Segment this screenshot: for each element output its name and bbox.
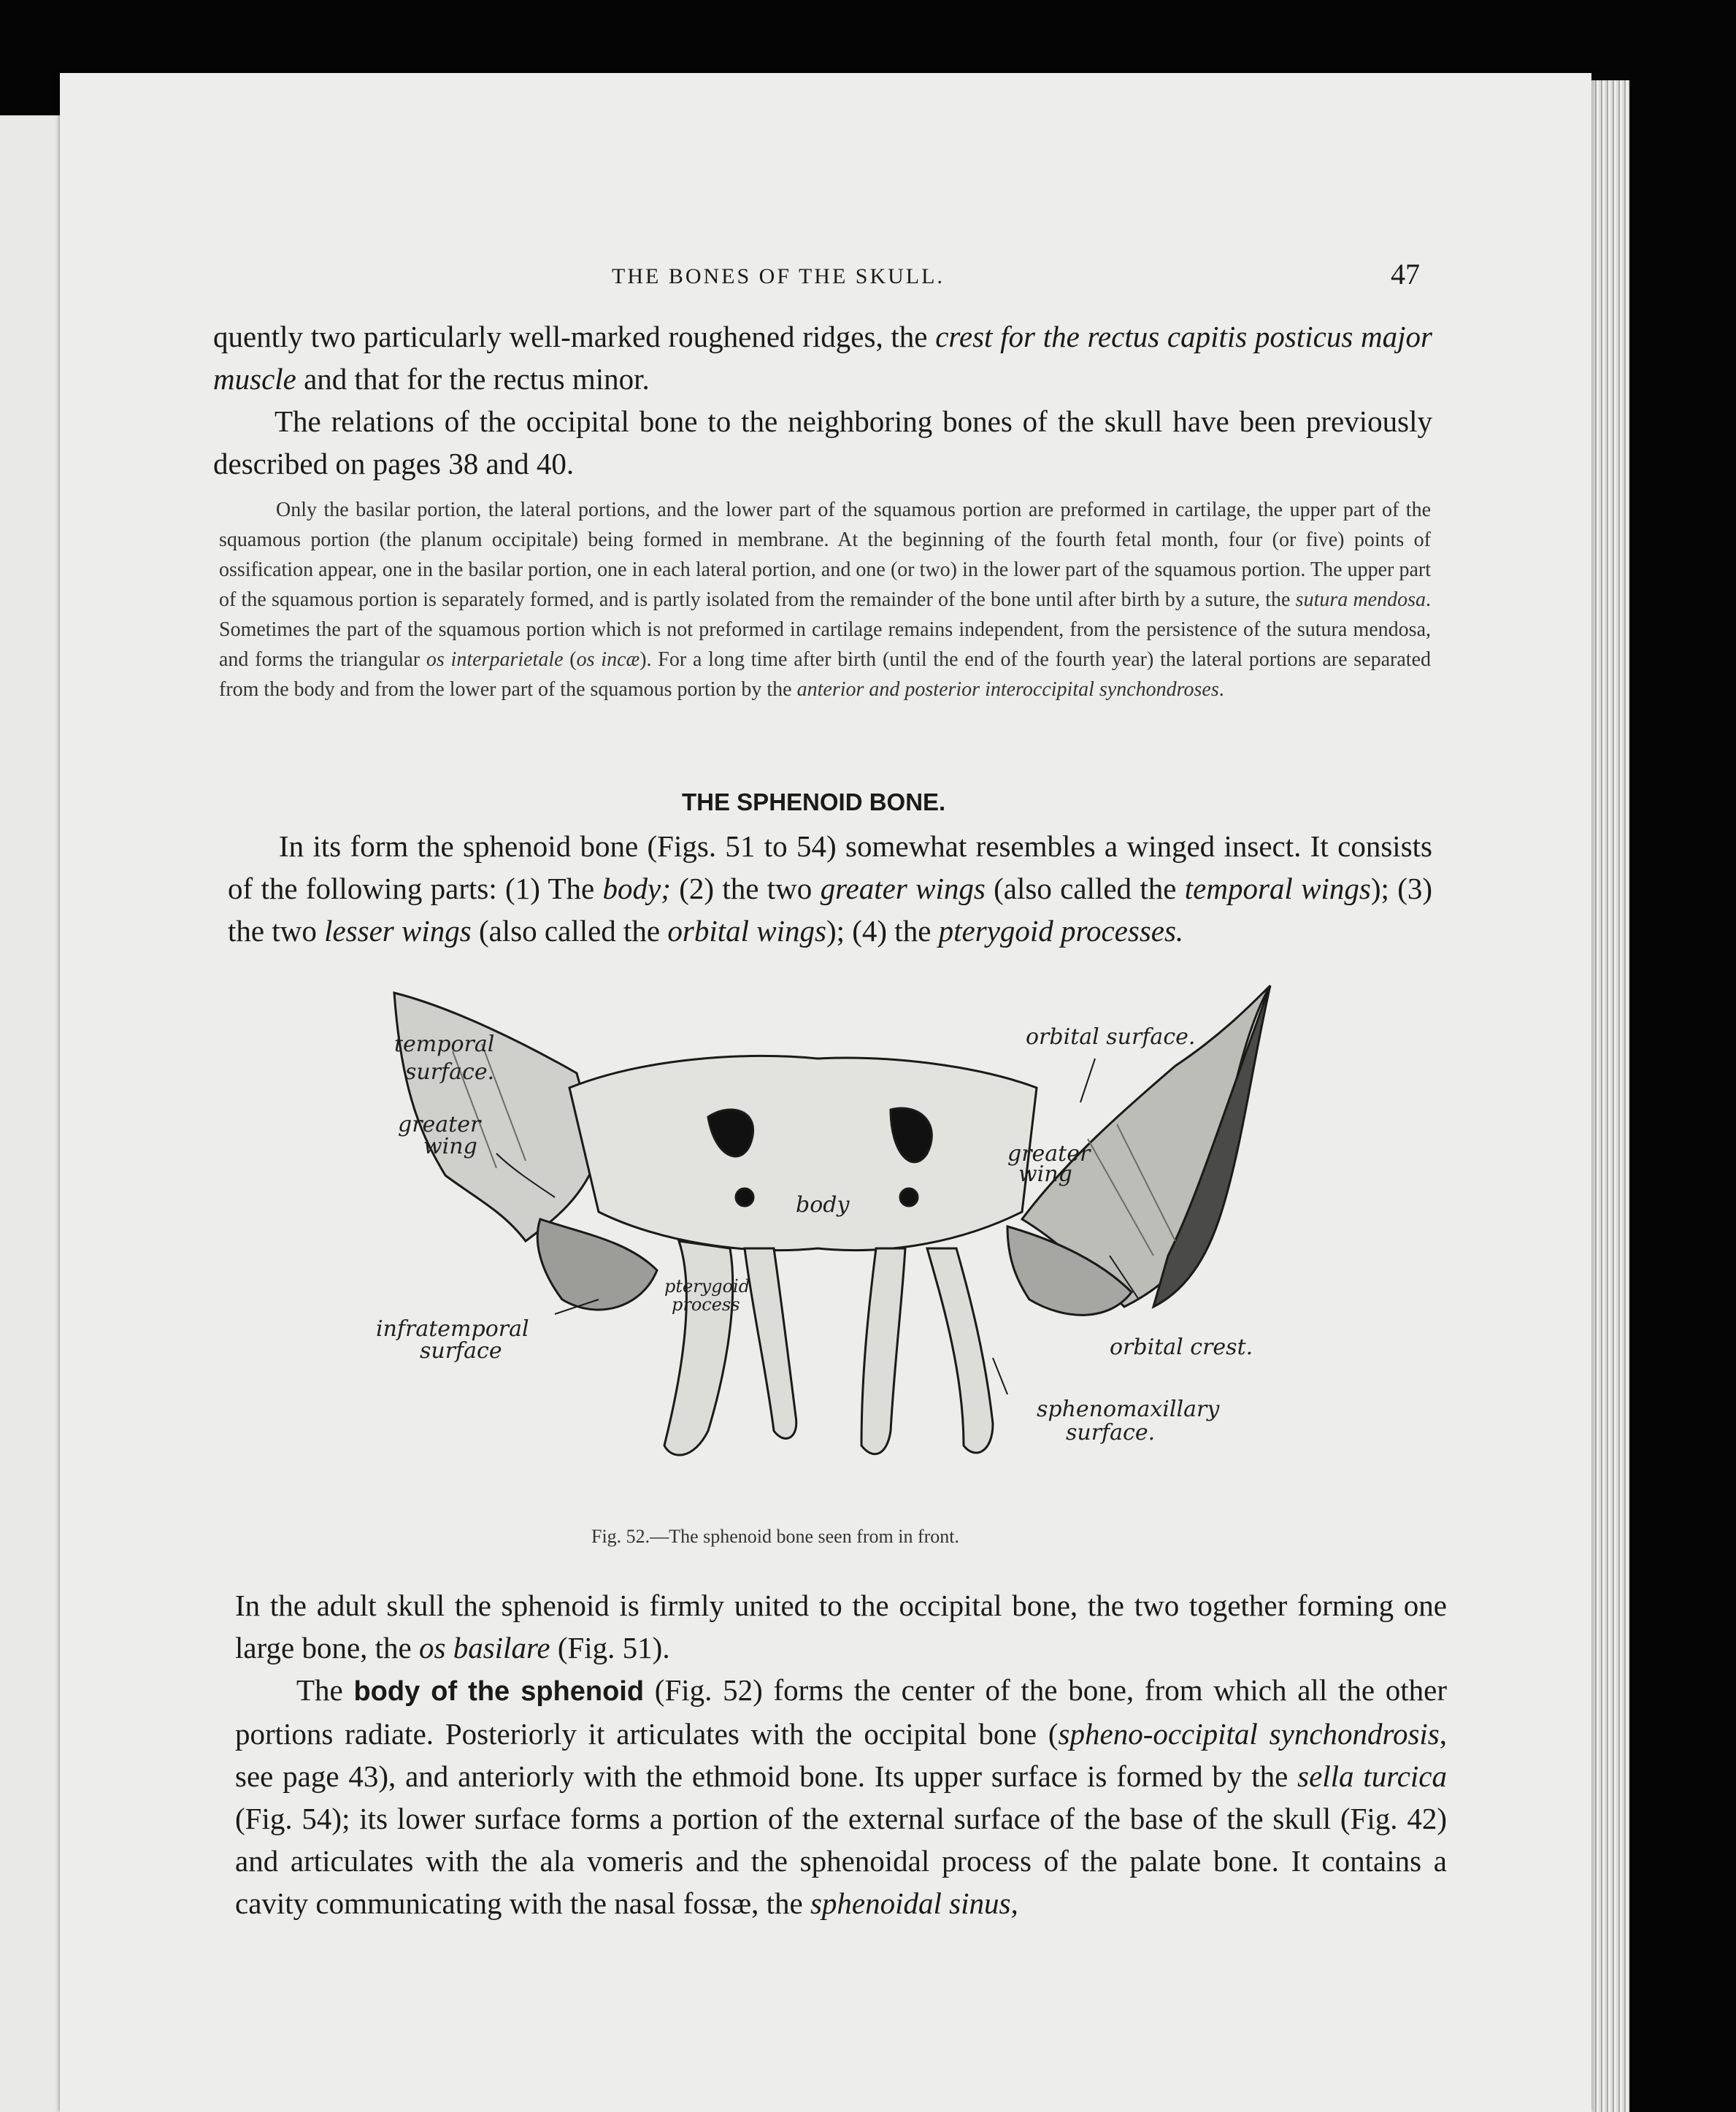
sphenoid-bone-drawing	[394, 986, 1270, 1455]
figure-caption: Fig. 52.—The sphenoid bone seen from in front.	[591, 1526, 960, 1547]
bold-term: body of the sphenoid	[353, 1676, 645, 1707]
label-greater-wing-left: greater	[398, 1112, 481, 1137]
text-run: (Fig. 54); its lower surface forms a portion of the external surface of the base of the skull (Fig. 42) and articulates with the ala vomeris and the sphenoidal process of the palate bone. It contains a cavity communicating with the nasal fossæ, the	[235, 1802, 1447, 1920]
text-run: ); (4) the	[826, 914, 939, 948]
text-run: quently two particularly well-marked roughened ridges, the	[213, 320, 936, 353]
text-run: In its form the sphenoid bone (Figs. 51 to 54) somewhat resembles a winged insect. It consists of the following parts: (1) The	[228, 829, 1432, 905]
label-body: body	[796, 1192, 850, 1218]
text-run: .	[1218, 678, 1224, 701]
italic-term: anterior and posterior interoccipital synchondroses	[796, 678, 1219, 701]
paragraph-relations: The relations of the occipital bone to the neighboring bones of the skull have been previously described on pages 38 and 40.	[213, 404, 1432, 480]
text-run: (Fig. 52) forms the center of the bone, from which all the other portions radiate. Posteriorly it articulates with the occipital bone (	[235, 1673, 1447, 1751]
italic-term: pterygoid processes.	[938, 914, 1184, 948]
italic-term: os incæ	[576, 648, 640, 671]
italic-term: sella turcica	[1297, 1759, 1447, 1793]
italic-term: os interparietale	[426, 648, 564, 671]
italic-term: lesser wings	[324, 914, 472, 948]
label-orbital-crest: orbital crest.	[1110, 1335, 1253, 1360]
label-greater-wing-right-2: wing	[1018, 1161, 1072, 1187]
label-greater-wing-left-2: wing	[423, 1134, 477, 1159]
text-run: and that for the rectus minor.	[296, 362, 650, 396]
text-run: ); (3) the two	[228, 872, 1433, 948]
text-run: (also called the	[985, 872, 1185, 905]
paragraph-sphenoid-parts	[228, 825, 1432, 952]
text-run: (also called the	[471, 914, 668, 948]
text-run: (	[563, 648, 577, 671]
text-run: ). For a long time after birth (until the end of the fourth year) the lateral portions are separated from the body and from the lower part of the squamous portion by the	[219, 648, 1432, 701]
note-ossification	[219, 495, 1431, 704]
page-number: 47	[1391, 258, 1420, 291]
text-run: In the adult skull the sphenoid is firmly united to the occipital bone, the two together forming one large bone, the	[235, 1589, 1447, 1664]
label-sphenomaxillary-surface: sphenomaxillary	[1037, 1397, 1220, 1422]
running-head: THE BONES OF THE SKULL.	[612, 264, 945, 288]
paragraph-rectus-ridges	[213, 315, 1432, 400]
italic-term: body;	[602, 872, 671, 905]
left-page-edge	[0, 115, 67, 2112]
label-temporal-surface-2: surface.	[405, 1059, 495, 1085]
italic-term: temporal wings	[1184, 872, 1371, 905]
label-pterygoid-process-2: process	[672, 1294, 740, 1315]
label-pterygoid-process: pterygoid	[664, 1276, 750, 1297]
paragraph-os-basilare	[235, 1584, 1447, 1669]
label-orbital-surface: orbital surface.	[1026, 1024, 1196, 1050]
italic-term: sphenoidal sinus,	[810, 1886, 1018, 1920]
text-run: Only the basilar portion, the lateral portions, and the lower part of the squamous portion are preformed in cartilage, the upper part of the squamous portion (the planum occipitale) being formed in membrane. At the beginning of the fourth fetal month, four (or five) points of ossification appear, one in the basilar portion, one in each lateral portion, and one (or two) in the lower part of the squamous portion. The upper part of the squamous portion is separately formed, and is partly isolated from the remainder of the bone until after birth by a suture, the	[219, 499, 1431, 611]
italic-term: os basilare	[419, 1631, 550, 1664]
text-run: The	[296, 1673, 354, 1707]
italic-term: greater wings	[820, 872, 986, 905]
label-infratemporal-surface-2: surface	[420, 1338, 502, 1364]
italic-term: orbital wings	[667, 914, 826, 948]
text-run: (2) the two	[670, 872, 821, 905]
label-sphenomaxillary-surface-2: surface.	[1066, 1420, 1156, 1445]
italic-term: crest for the rectus capitis posticus major muscle	[213, 320, 1432, 396]
label-infratemporal-surface: infratemporal	[376, 1316, 529, 1342]
text-run: . Sometimes the part of the squamous portion which is not preformed in cartilage remains independent, from the persistence of the sutura mendosa, and forms the triangular	[219, 588, 1432, 671]
label-greater-wing-right: greater	[1007, 1141, 1091, 1167]
text-run: (Fig. 51).	[550, 1631, 670, 1664]
sphenoid-figure	[365, 978, 1278, 1489]
italic-term: spheno-occipital synchondrosis	[1058, 1717, 1440, 1751]
paragraph-body-of-sphenoid	[235, 1669, 1447, 1924]
label-temporal-surface: temporal	[394, 1032, 495, 1057]
section-heading: THE SPHENOID BONE.	[682, 788, 946, 815]
italic-term: sutura mendosa	[1295, 588, 1426, 611]
text-run: , see page 43), and anteriorly with the ethmoid bone. Its upper surface is formed by the	[235, 1717, 1448, 1793]
